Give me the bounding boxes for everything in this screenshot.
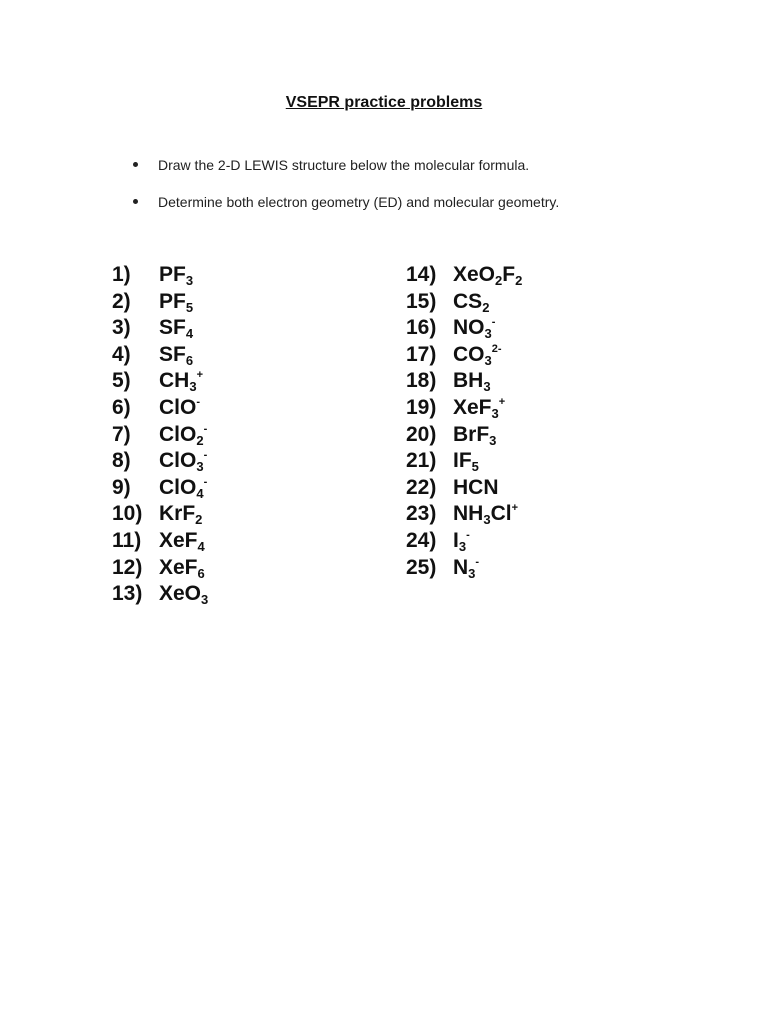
problem-item	[112, 315, 208, 342]
molecular-formula	[453, 501, 518, 527]
problem-item	[406, 528, 522, 555]
formula-subscript: 4	[185, 326, 194, 342]
formula-subscript: 3	[489, 432, 497, 448]
formula-subscript: 4	[196, 485, 204, 501]
formula-subscript: 3	[189, 379, 197, 395]
problem-item	[112, 289, 208, 316]
molecular-formula	[453, 555, 479, 581]
formula-symbols: PF	[159, 289, 186, 313]
formula-symbols: ClO	[159, 422, 197, 446]
formula-charge: -	[491, 316, 496, 329]
molecular-formula	[159, 422, 207, 448]
formula-subscript: 3	[185, 273, 194, 288]
molecular-formula	[159, 395, 200, 421]
formula-symbols: CO	[453, 342, 485, 366]
problem-item	[112, 501, 208, 528]
problem-item	[406, 448, 522, 475]
problem-number: 11)	[112, 528, 142, 552]
molecular-formula	[159, 475, 207, 501]
molecular-formula	[159, 448, 207, 474]
formula-charge: -	[203, 475, 208, 488]
formula-subscript: 3	[196, 459, 204, 475]
problem-item	[112, 555, 208, 582]
molecular-formula	[159, 289, 193, 315]
problem-number: 18)	[406, 369, 437, 393]
bullet-icon	[133, 199, 138, 204]
molecular-formula	[159, 555, 205, 581]
formula-symbols: KrF	[159, 502, 196, 526]
formula-symbols: XeF	[159, 555, 198, 579]
molecular-formula	[453, 528, 470, 554]
formula-subscript: 4	[197, 538, 205, 554]
problem-number: 10)	[112, 502, 143, 526]
problem-number: 23)	[406, 502, 437, 526]
molecular-formula	[159, 581, 208, 607]
problem-item	[112, 475, 208, 502]
formula-subscript: 2	[482, 299, 490, 315]
formula-symbols: BH	[453, 369, 484, 393]
formula-charge: +	[196, 369, 204, 382]
formula-symbols: N	[453, 555, 469, 579]
problem-number: 24)	[406, 528, 437, 552]
problem-list-right	[406, 262, 522, 581]
problem-number: 5)	[112, 369, 131, 393]
formula-symbols: CH	[159, 369, 190, 393]
problem-item	[406, 422, 522, 449]
formula-subscript: 3	[201, 592, 209, 608]
problem-item	[406, 555, 522, 582]
problem-item	[112, 448, 208, 475]
formula-subscript: 6	[197, 565, 205, 581]
problem-number: 19)	[406, 395, 437, 419]
problem-item	[406, 315, 522, 342]
instruction-item	[133, 155, 559, 175]
formula-subscript: 3	[483, 379, 491, 395]
molecular-formula	[453, 448, 479, 474]
problem-item	[406, 368, 522, 395]
formula-charge: +	[498, 395, 506, 408]
formula-subscript: 3	[484, 326, 492, 342]
instruction-list	[133, 155, 559, 229]
formula-subscript: 3	[484, 352, 492, 368]
problem-number: 3)	[112, 316, 131, 340]
formula-subscript: 3	[483, 512, 491, 528]
formula-symbols: NO	[453, 316, 485, 340]
molecular-formula	[159, 262, 193, 288]
instruction-item	[133, 192, 559, 212]
formula-symbols: XeO	[159, 582, 202, 606]
problem-item	[406, 289, 522, 316]
formula-symbols: ClO	[159, 449, 197, 473]
problem-number: 25)	[406, 555, 437, 579]
formula-subscript: 6	[185, 352, 194, 368]
problem-list-left	[112, 262, 208, 608]
problem-number: 14)	[406, 263, 437, 286]
formula-symbols: ClO	[159, 395, 197, 419]
problem-number: 17)	[406, 342, 437, 366]
problem-number: 13)	[112, 582, 143, 606]
molecular-formula	[453, 262, 522, 288]
problem-number: 6)	[112, 395, 131, 419]
formula-symbols: HCN	[453, 475, 499, 499]
formula-subscript: 2	[515, 273, 523, 288]
problem-item	[112, 342, 208, 369]
molecular-formula	[159, 342, 193, 368]
problem-item	[406, 395, 522, 422]
problem-item	[112, 528, 208, 555]
molecular-formula	[453, 475, 499, 501]
molecular-formula	[159, 501, 202, 527]
problem-number: 16)	[406, 316, 437, 340]
formula-subscript: 3	[458, 538, 467, 554]
molecular-formula	[453, 368, 491, 394]
formula-subscript: 3	[491, 405, 499, 421]
formula-symbols: NH	[453, 502, 484, 526]
problem-number: 9)	[112, 475, 131, 499]
problem-item	[112, 422, 208, 449]
molecular-formula	[453, 289, 489, 315]
formula-subscript: 2	[196, 432, 204, 448]
problem-number: 20)	[406, 422, 437, 446]
formula-symbols: SF	[159, 342, 186, 366]
problem-number: 8)	[112, 449, 131, 473]
problem-item	[406, 262, 522, 289]
formula-symbols: CS	[453, 289, 483, 313]
page-title: VSEPR practice problems	[285, 94, 483, 111]
problem-number: 21)	[406, 449, 437, 473]
formula-symbols: XeF	[453, 395, 492, 419]
molecular-formula	[159, 528, 205, 554]
formula-charge: -	[203, 422, 208, 435]
formula-symbols: I	[453, 528, 459, 552]
formula-subscript: 5	[185, 299, 194, 315]
formula-charge: +	[511, 502, 519, 515]
problem-number: 12)	[112, 555, 143, 579]
formula-symbols: XeO	[453, 263, 496, 286]
problem-item	[112, 581, 208, 608]
formula-symbols: F	[502, 263, 516, 286]
formula-subscript: 2	[195, 512, 203, 528]
problem-item	[406, 501, 522, 528]
formula-charge: -	[203, 449, 208, 462]
formula-subscript: 2	[495, 273, 503, 288]
molecular-formula	[453, 422, 496, 448]
formula-symbols: XeF	[159, 528, 198, 552]
problem-number: 15)	[406, 289, 437, 313]
problem-item	[112, 262, 208, 289]
problem-number: 7)	[112, 422, 131, 446]
problem-item	[406, 342, 522, 369]
formula-subscript: 5	[471, 459, 479, 475]
formula-charge: -	[466, 528, 470, 541]
formula-symbols: PF	[159, 263, 186, 286]
formula-symbols: Cl	[490, 502, 512, 526]
formula-symbols: SF	[159, 316, 186, 340]
problem-item	[112, 368, 208, 395]
formula-symbols: IF	[453, 449, 472, 473]
molecular-formula	[159, 368, 203, 394]
problem-item	[112, 395, 208, 422]
formula-symbols: BrF	[453, 422, 490, 446]
instruction-text: Determine both electron geometry (ED) and molecular geometry.	[158, 194, 560, 210]
problem-number: 4)	[112, 342, 131, 366]
formula-symbols: ClO	[159, 475, 197, 499]
instruction-text: Draw the 2-D LEWIS structure below the molecular formula.	[158, 157, 530, 173]
problem-number: 1)	[112, 263, 131, 286]
problem-number: 2)	[112, 289, 131, 313]
formula-charge: 2-	[491, 342, 502, 355]
problem-number: 22)	[406, 475, 437, 499]
molecular-formula	[453, 342, 502, 368]
formula-subscript: 3	[468, 565, 476, 581]
molecular-formula	[159, 315, 193, 341]
formula-charge: -	[475, 555, 480, 568]
formula-charge: -	[196, 395, 201, 408]
molecular-formula	[453, 395, 505, 421]
problem-item	[406, 475, 522, 502]
bullet-icon	[133, 162, 138, 167]
molecular-formula	[453, 315, 495, 341]
